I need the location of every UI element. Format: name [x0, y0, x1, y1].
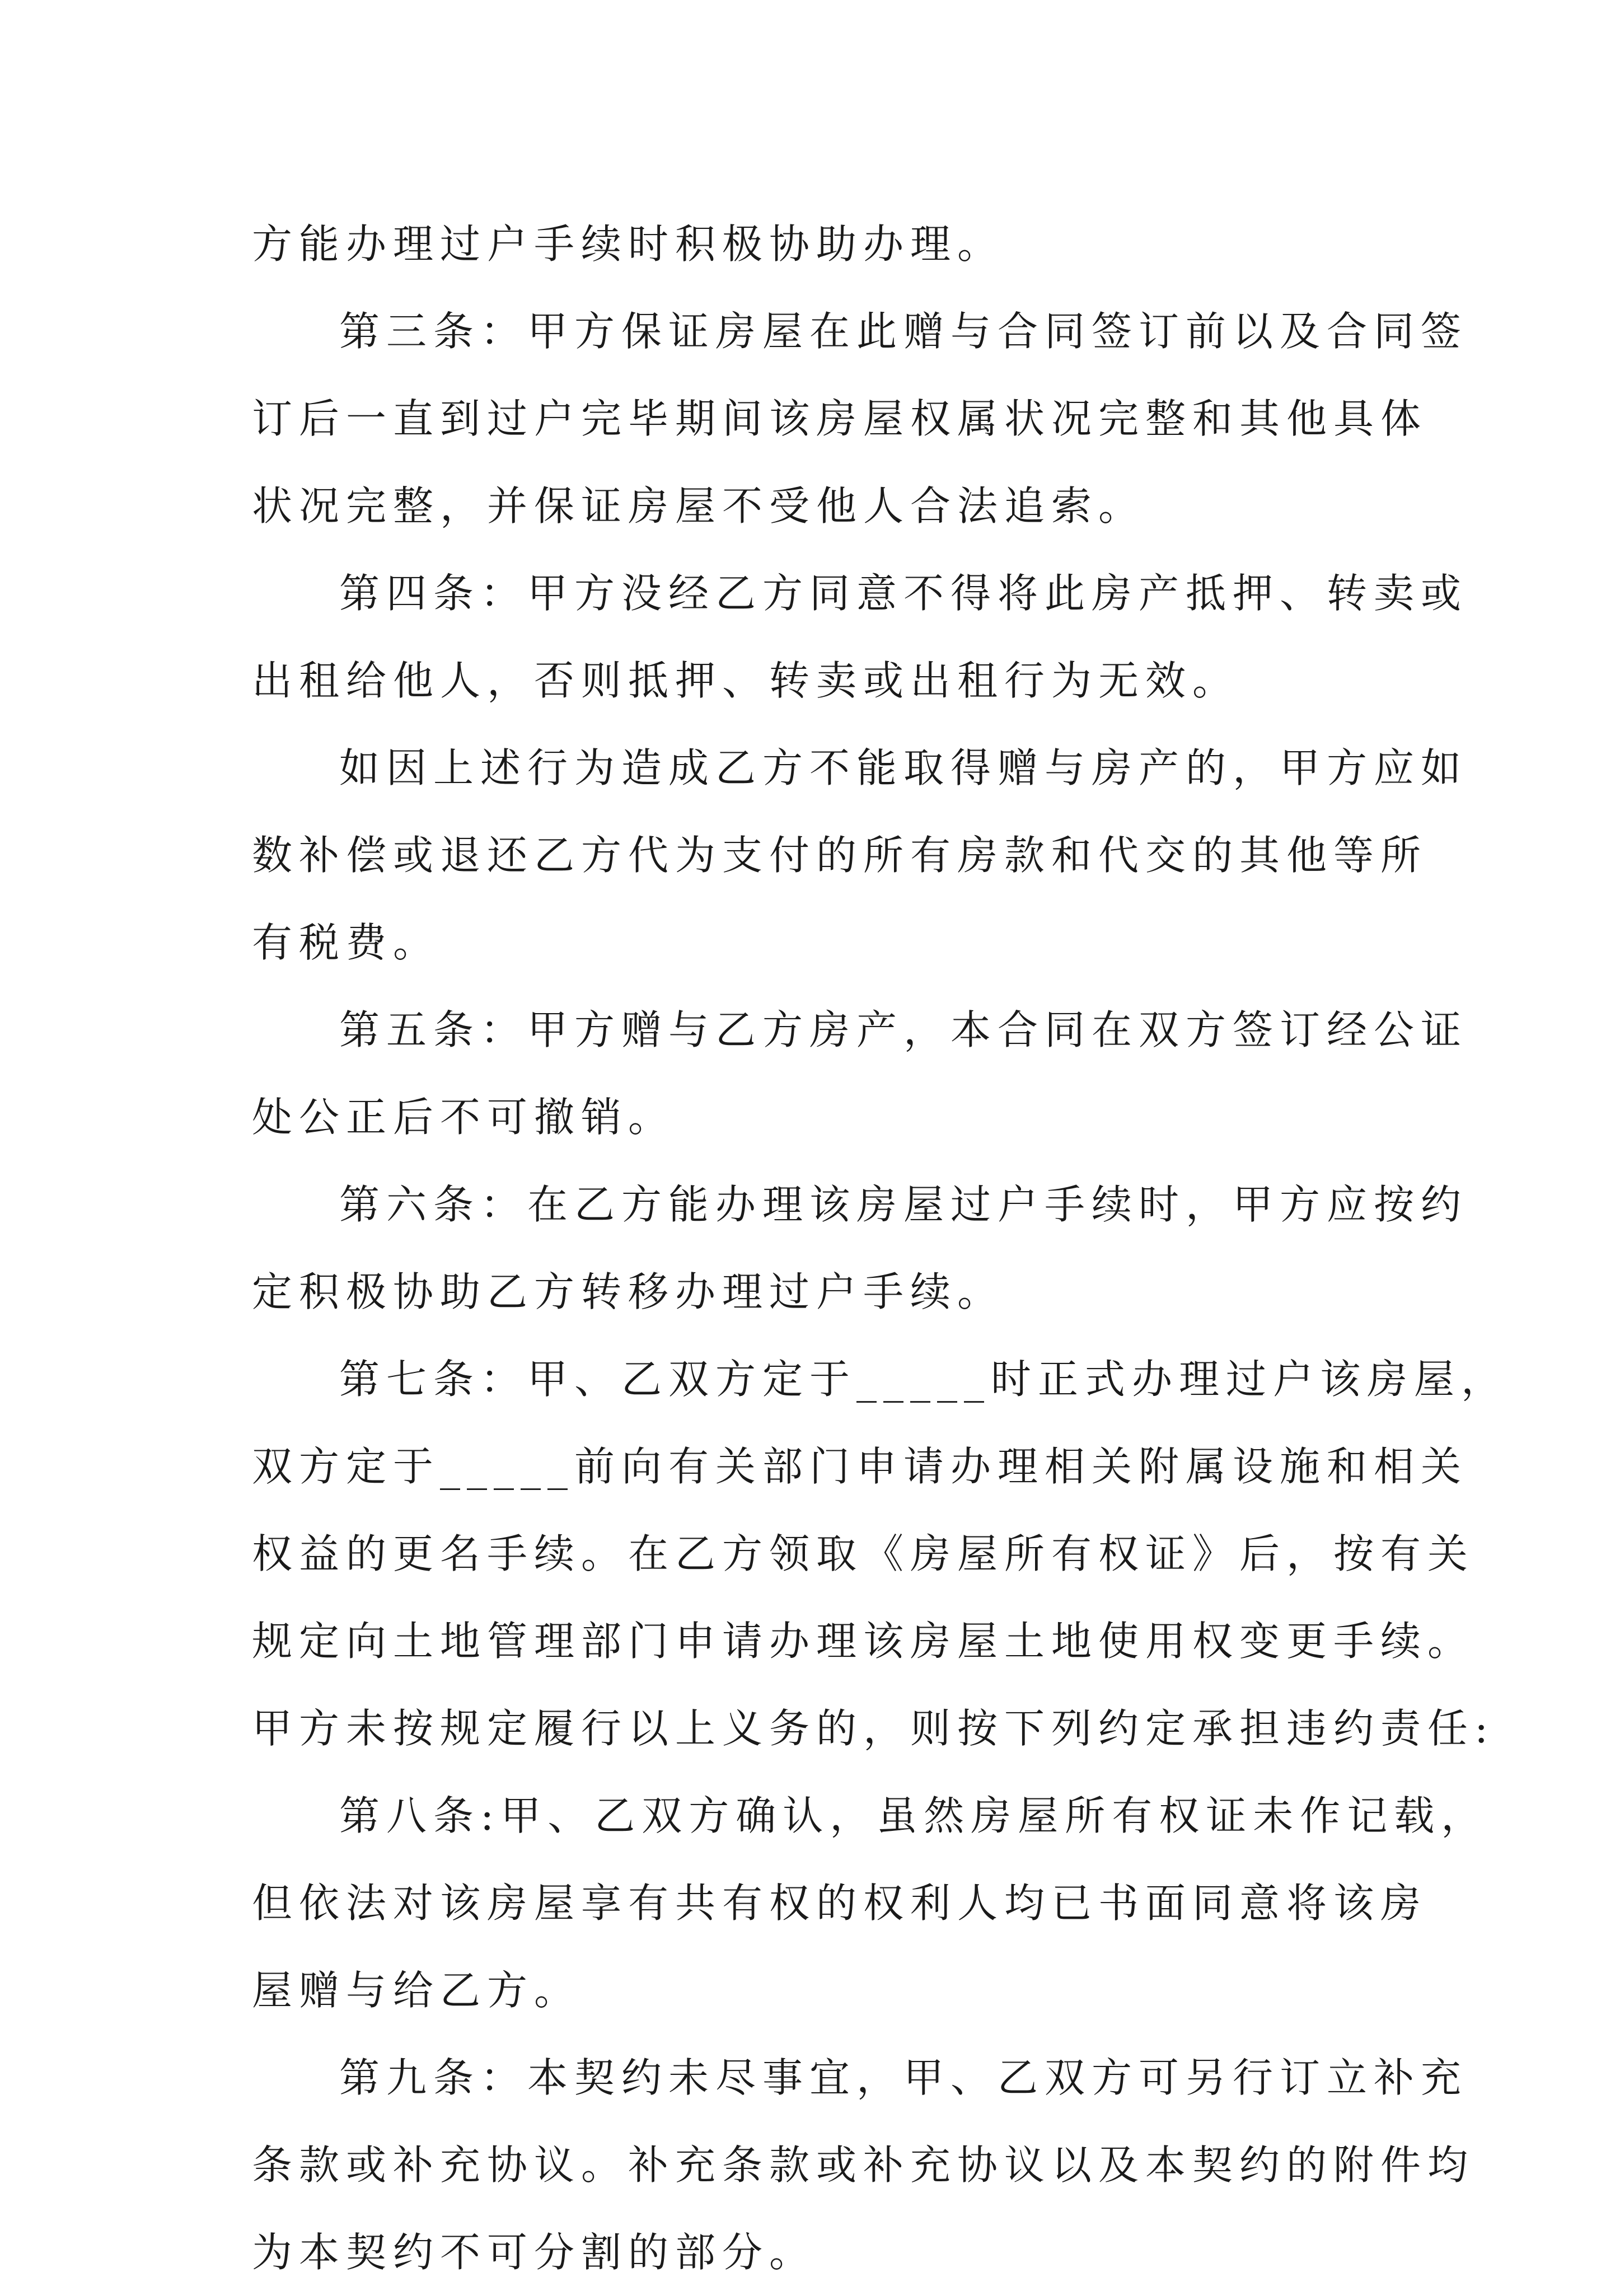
text-line: 数补偿或退还乙方代为支付的所有房款和代交的其他等所	[252, 832, 1428, 879]
text-line: 第七条：甲、乙双方定于_____时正式办理过户该房屋，	[339, 1356, 1509, 1403]
text-line: 方能办理过户手续时积极协助办理。	[252, 221, 1005, 268]
text-line: 第六条：在乙方能办理该房屋过户手续时，甲方应按约	[339, 1181, 1468, 1228]
text-line: 权益的更名手续。在乙方领取《房屋所有权证》后，按有关	[252, 1530, 1475, 1577]
text-line: 如因上述行为造成乙方不能取得赠与房产的，甲方应如	[339, 744, 1468, 791]
text-line: 条款或补充协议。补充条款或补充协议以及本契约的附件均	[252, 2142, 1475, 2189]
text-line: 双方定于_____前向有关部门申请办理相关附属设施和相关	[252, 1443, 1468, 1490]
text-line: 第四条：甲方没经乙方同意不得将此房产抵押、转卖或	[339, 570, 1468, 617]
text-line: 第九条：本契约未尽事宜，甲、乙双方可另行订立补充	[339, 2054, 1468, 2101]
text-line: 但依法对该房屋享有共有权的权利人均已书面同意将该房	[252, 1880, 1428, 1927]
text-line: 规定向土地管理部门申请办理该房屋土地使用权变更手续。	[252, 1618, 1475, 1665]
text-line: 有税费。	[252, 919, 441, 966]
document-body	[252, 200, 1509, 2296]
text-line: 出租给他人，否则抵押、转卖或出租行为无效。	[252, 657, 1240, 704]
text-line: 第三条：甲方保证房屋在此赠与合同签订前以及合同签	[339, 308, 1468, 355]
text-line: 处公正后不可撤销。	[252, 1094, 676, 1141]
text-line: 屋赠与给乙方。	[252, 1967, 582, 2014]
text-line: 订后一直到过户完毕期间该房屋权属状况完整和其他具体	[252, 395, 1428, 442]
text-line: 第八条:甲、乙双方确认，虽然房屋所有权证未作记载，	[339, 1792, 1488, 1839]
text-line: 为本契约不可分割的部分。	[252, 2229, 817, 2276]
text-line: 甲方未按规定履行以上义务的，则按下列约定承担违约责任:	[252, 1705, 1495, 1752]
text-line: 定积极协助乙方转移办理过户手续。	[252, 1268, 1005, 1315]
text-line: 第五条：甲方赠与乙方房产，本合同在双方签订经公证	[339, 1006, 1468, 1053]
text-line: 状况完整，并保证房屋不受他人合法追索。	[252, 482, 1146, 530]
